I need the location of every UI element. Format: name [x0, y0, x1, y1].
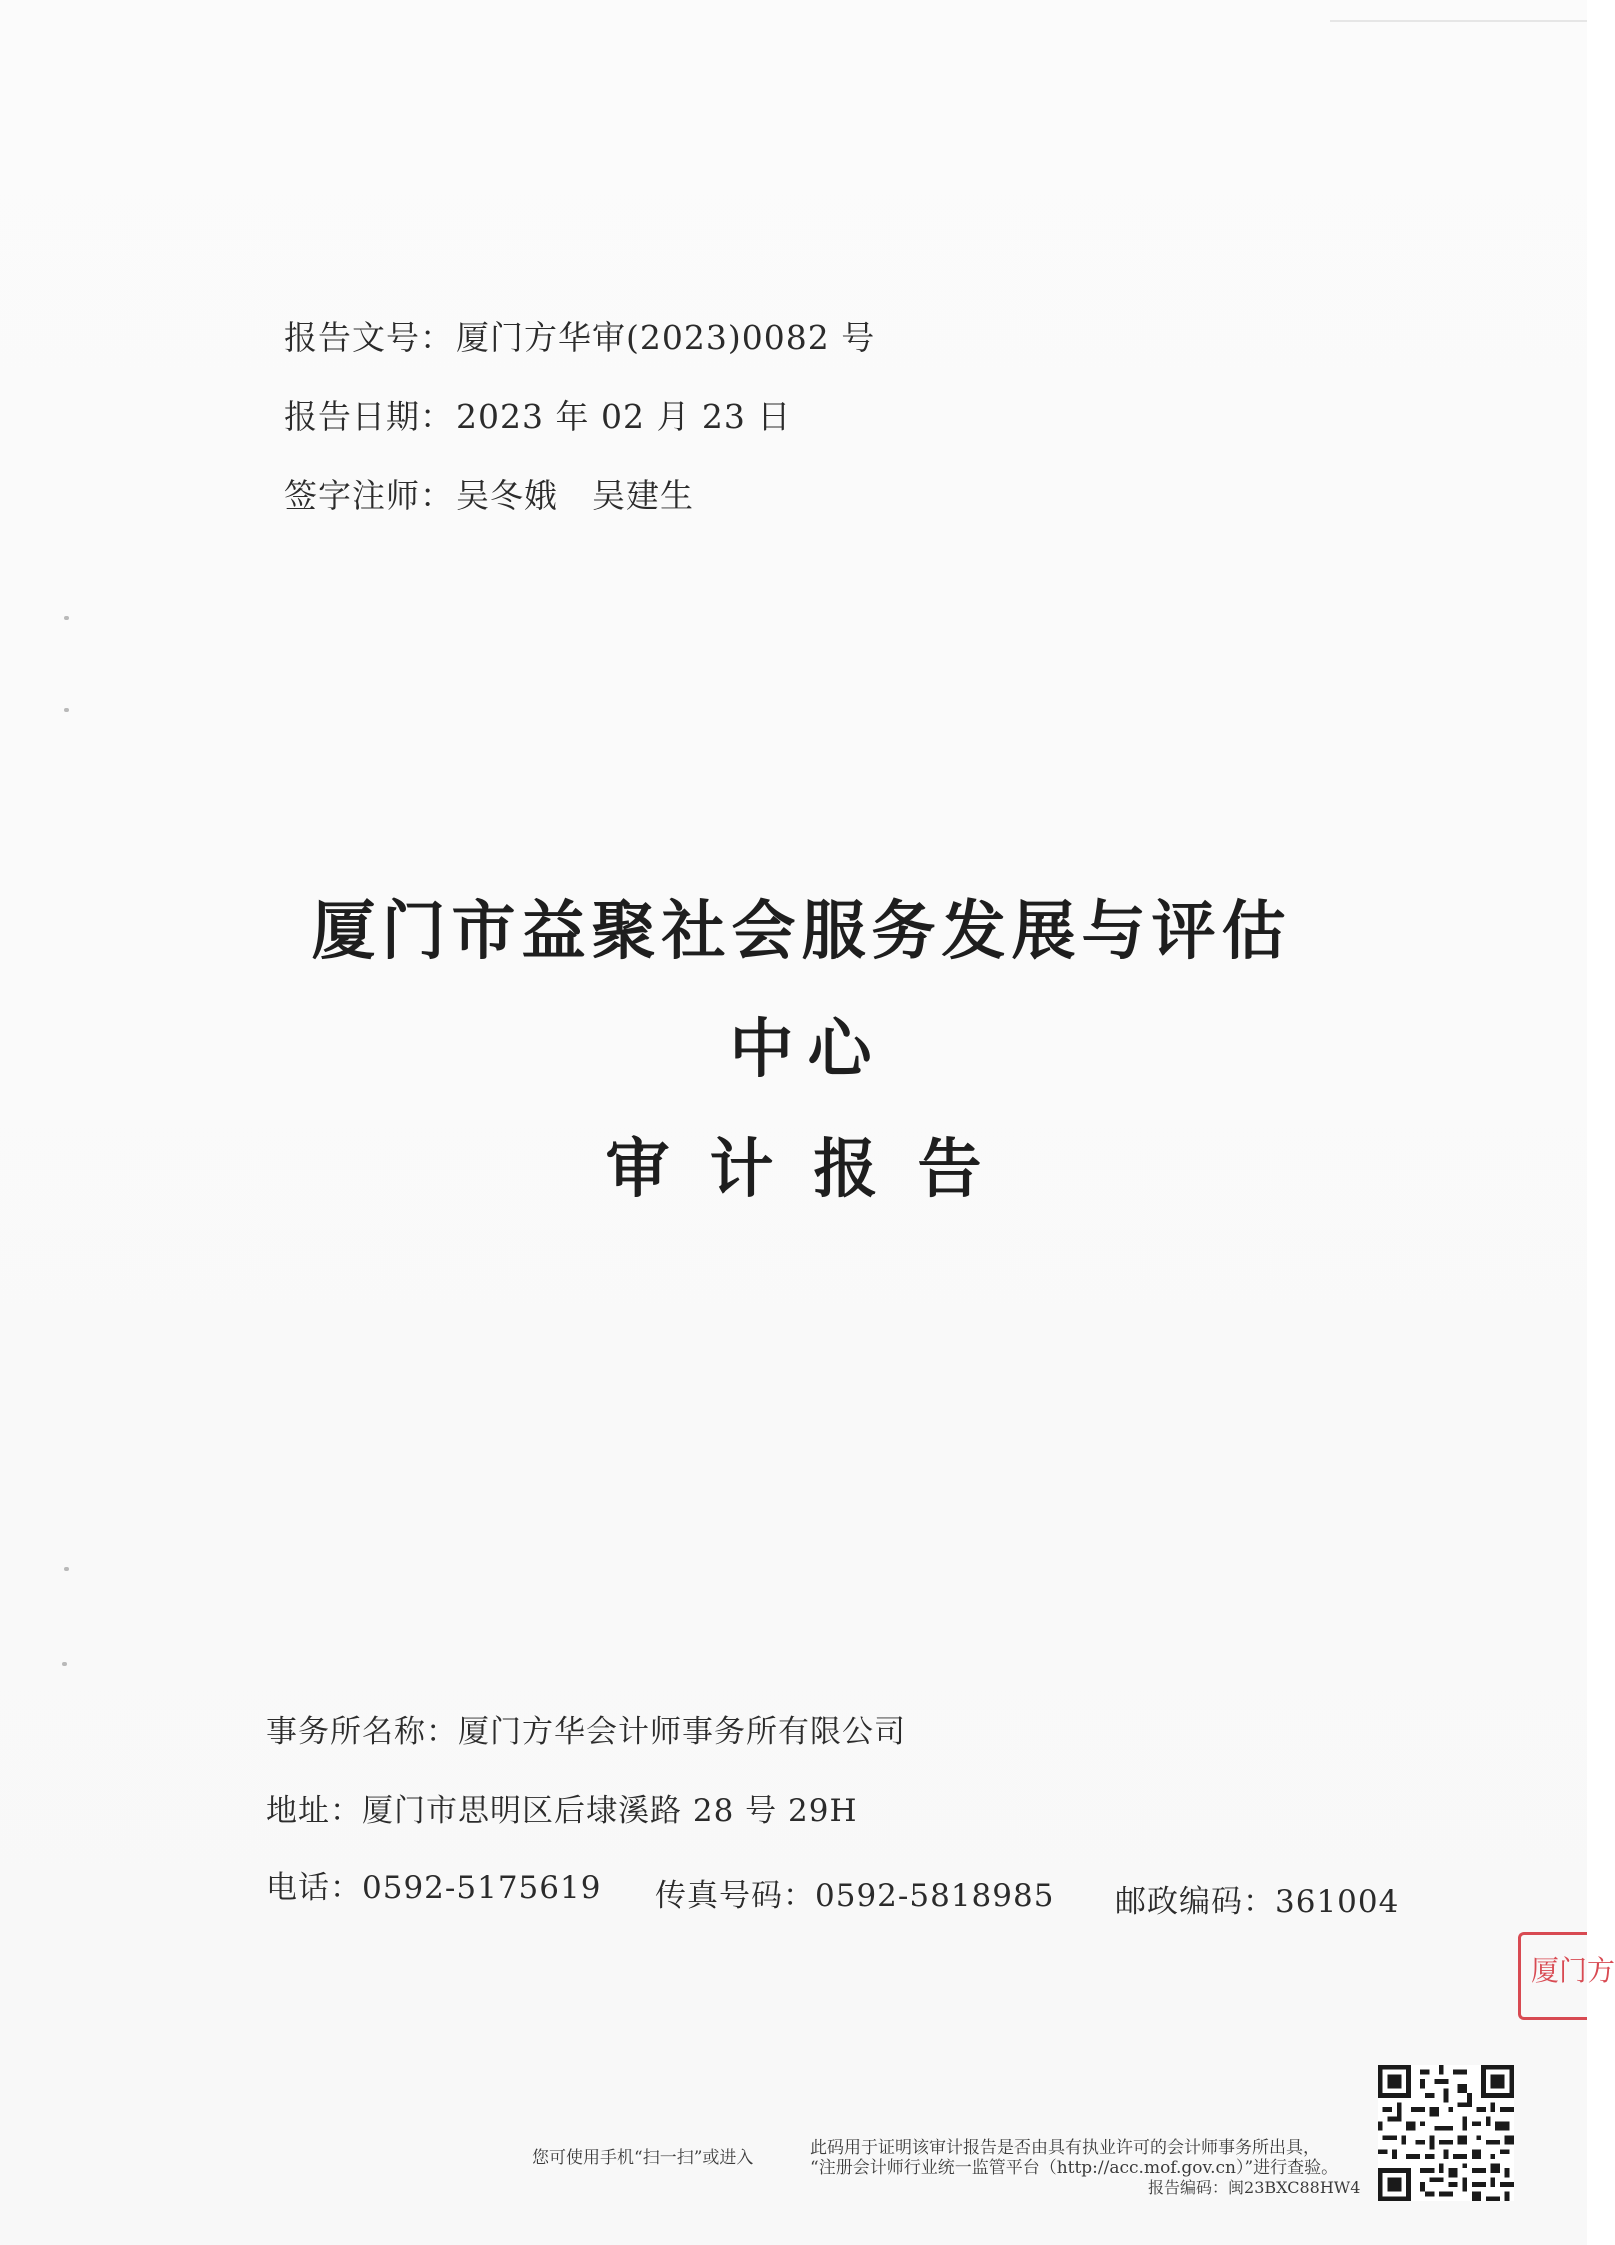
- punch-hole: [64, 1567, 69, 1571]
- firm-address-label: 地址：: [266, 1793, 362, 1829]
- punch-hole: [64, 708, 69, 712]
- firm-postcode-label: 邮政编码：: [1115, 1884, 1275, 1920]
- signer-2: 吴建生: [592, 476, 694, 515]
- firm-name-value: 厦门方华会计师事务所有限公司: [458, 1714, 906, 1750]
- verification-code-label: 报告编码：: [1148, 2178, 1229, 2197]
- report-date-value: 2023 年 02 月 23 日: [456, 397, 792, 436]
- document-title-line1: 厦门市益聚社会服务发展与评估: [311, 895, 1292, 969]
- firm-address-line: [266, 1785, 858, 1830]
- seal-text: 厦门方: [1531, 1954, 1615, 1987]
- firm-phone: [266, 1862, 601, 1907]
- verification-code: [1148, 2178, 1360, 2198]
- firm-name-line: [266, 1706, 906, 1751]
- page-edge-shadow: [1330, 20, 1587, 22]
- signer-1: 吴冬娥: [456, 476, 558, 515]
- document-title-line3: 审计报告: [605, 1133, 1022, 1207]
- firm-phone-label: 电话：: [266, 1870, 362, 1906]
- firm-postcode: [1115, 1876, 1399, 1921]
- firm-postcode-value: 361004: [1275, 1884, 1400, 1920]
- firm-fax: [655, 1870, 1054, 1915]
- report-date-line: [284, 391, 791, 438]
- punch-hole: [62, 1662, 67, 1666]
- firm-name-label: 事务所名称：: [266, 1714, 458, 1750]
- firm-phone-value: 0592-5175619: [362, 1870, 602, 1906]
- firm-seal-stamp: [1518, 1932, 1615, 2020]
- document-title-line2: 中心: [729, 1013, 886, 1087]
- report-number-value: 厦门方华审(2023)0082 号: [456, 318, 876, 357]
- punch-hole: [64, 616, 69, 620]
- qr-code-icon: [1378, 2065, 1514, 2201]
- firm-fax-value: 0592-5818985: [815, 1878, 1055, 1914]
- report-number-label: 报告文号：: [284, 318, 454, 357]
- signer-label: 签字注师：: [284, 476, 454, 515]
- report-number-line: [284, 312, 875, 359]
- firm-fax-label: 传真号码：: [655, 1878, 815, 1914]
- verification-left-text: 您可使用手机“扫一扫”或进入: [532, 2148, 754, 2168]
- report-date-label: 报告日期：: [284, 397, 454, 436]
- verification-line1: 此码用于证明该审计报告是否由具有执业许可的会计师事务所出具，: [810, 2138, 1320, 2158]
- verification-code-value: 闽23BXC88HW4: [1228, 2178, 1361, 2197]
- verification-line2: “注册会计师行业统一监管平台（http://acc.mof.gov.cn）”进行查验。: [810, 2158, 1339, 2178]
- firm-address-value: 厦门市思明区后埭溪路 28 号 29H: [362, 1793, 858, 1829]
- signer-line: [284, 470, 694, 517]
